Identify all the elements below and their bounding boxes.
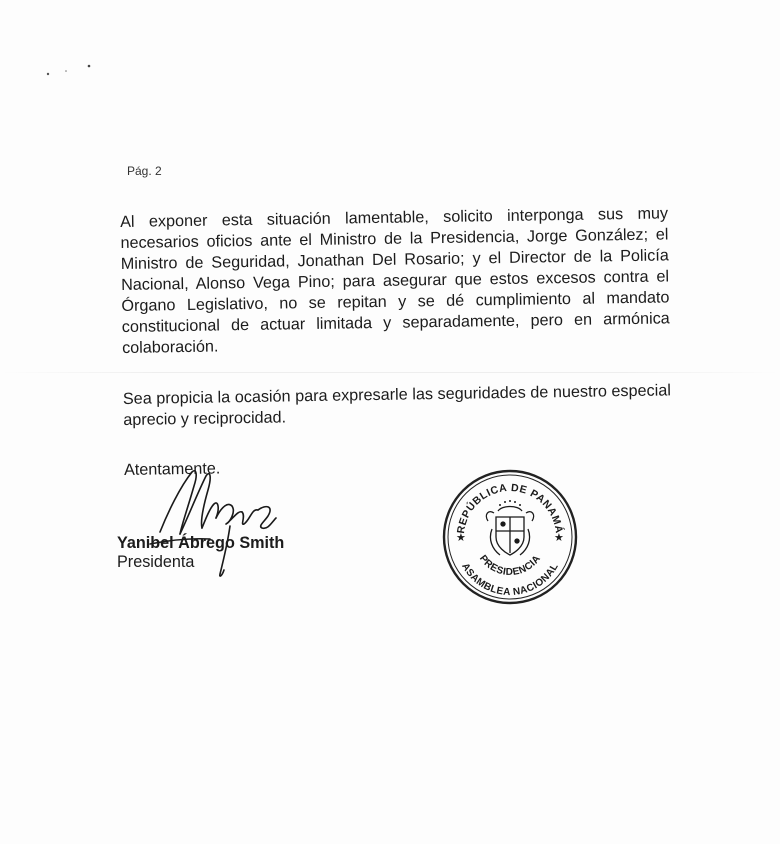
seal-bottom-text: ASAMBLEA NACIONAL bbox=[459, 561, 561, 599]
paragraph-farewell: Sea propicia la ocasión para expresarle las seguridades de nuestro especial aprecio y reciprocidad. bbox=[122, 381, 672, 429]
signer-name: Yanibel Ábrego Smith bbox=[117, 534, 285, 552]
coat-of-arms-icon bbox=[486, 500, 533, 555]
closing-salutation: Atentamente. bbox=[123, 459, 221, 479]
letter-body bbox=[120, 203, 672, 480]
page-number: Pág. 2 bbox=[127, 164, 162, 178]
scan-specks bbox=[44, 60, 104, 80]
seal-star-right-icon: ★ bbox=[554, 532, 564, 544]
signer-title: Presidenta bbox=[117, 553, 195, 571]
seal-top-text: REPÚBLICA DE PANAMÁ bbox=[455, 481, 565, 535]
official-seal bbox=[442, 469, 578, 605]
seal-star-left-icon: ★ bbox=[456, 532, 466, 544]
svg-text:PRESIDENCIA bbox=[477, 553, 543, 578]
seal-middle-text: PRESIDENCIA bbox=[476, 553, 544, 579]
paragraph-request: Al exponer esta situación lamentable, solicito interponga sus muy necesarios oficios ante el Ministro de la Presidencia, Jorge González; el Ministro de Seguridad, Jonathan Del Rosario; y el Director de la Policía Nacional, Alonso Vega Pino; para asegurar que estos excesos contra el Órgano Legislativo, no se repitan y se dé cumplimiento al mandato constitucional de actuar limitada y separadamente, pero en armónica colaboración. bbox=[120, 204, 670, 357]
